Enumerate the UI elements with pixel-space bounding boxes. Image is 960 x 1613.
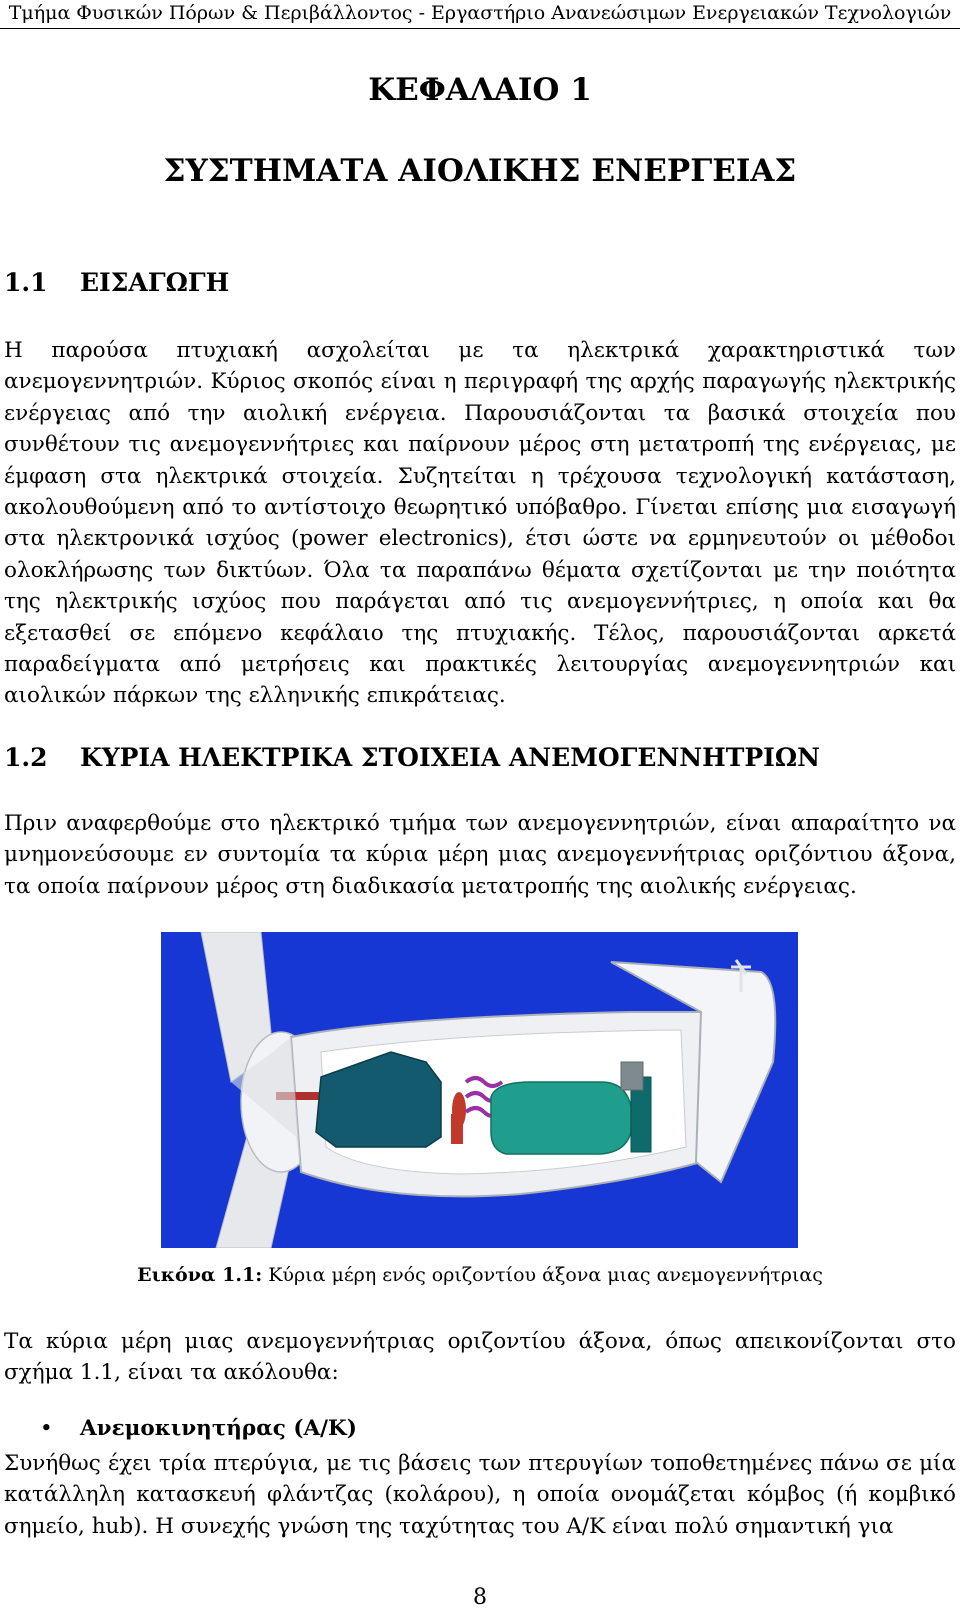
section-heading-1-1 — [4, 268, 229, 297]
section-heading-1-2 — [4, 743, 820, 772]
bullet-paragraph: Συνήθως έχει τρία πτερύγια, με τις βάσεις των πτερυγίων τοποθετημένες πάνω σε μία κατάλληλη κατασκευή φλάντζας (κολάρου), η οποία ονομάζεται κόμβος (ή κομβικό σημείο, hub). Η συνεχής γνώση της ταχύτητας του Α/Κ είναι πολύ σημαντική για — [4, 1451, 956, 1539]
page-number: 8 — [473, 1585, 487, 1610]
section-number: 1.2 — [4, 743, 48, 772]
section-number: 1.1 — [4, 268, 48, 297]
section-title: ΕΙΣΑΓΩΓΗ — [80, 268, 230, 297]
figure-caption — [0, 1264, 960, 1286]
section-title: ΚΥΡΙΑ ΗΛΕΚΤΡΙΚΑ ΣΤΟΙΧΕΙΑ ΑΝΕΜΟΓΕΝΝΗΤΡΙΩΝ — [80, 743, 820, 772]
section-paragraph: Πριν αναφερθούμε στο ηλεκτρικό τμήμα των ανεμογεννητριών, είναι απαραίτητο να μνημονεύσουμε εν συντομία τα κύρια μέρη μιας ανεμογεννήτριας οριζόντιου άξονα, τα οποία παίρνουν μέρος στη διαδικασία μετατροπής της αιολικής ενέργειας. — [4, 811, 956, 899]
chapter-title: ΣΥΣΤΗΜΑΤΑ ΑΙΟΛΙΚΗΣ ΕΝΕΡΓΕΙΑΣ — [163, 153, 797, 189]
intro-paragraph: Η παρούσα πτυχιακή ασχολείται με τα ηλεκτρικά χαρακτηριστικά των ανεμογεννητριών. Κύριος σκοπός είναι η περιγραφή της αρχής παραγωγής ηλεκτρικής ενέργειας από την αιολική ενέργεια. Παρουσιάζονται τα βασικά στοιχεία που συνθέτουν τις ανεμογεννήτριες και παίρνουν μέρος στη μετατροπή της ενέργειας, με έμφαση στα ηλεκτρικά στοιχεία. Συζητείται η τρέχουσα τεχνολογική κατάσταση, ακολουθούμενη από το αντίστοιχο θεωρητικό υπόβαθρο. Γίνεται επίσης μια εισαγωγή στα ηλεκτρονικά ισχύος (power electronics), έτσι ώστε να ερμηνευτούν οι μέθοδοι ολοκλήρωσης των δικτύων. Όλα τα παραπάνω θέματα σχετίζονται με την ποιότητα της ηλεκτρικής ισχύος που παράγεται από τις ανεμογεννήτριες, η οποία και θα εξετασθεί σε επόμενο κεφάλαιο της πτυχιακής. Τέλος, παρουσιάζονται αρκετά παραδείγματα από μετρήσεις και πρακτικές λειτουργίας ανεμογεννητριών και αιολικών πάρκων της ελληνικής επικράτειας. — [4, 338, 956, 709]
caption-label: Εικόνα 1.1: — [137, 1264, 263, 1286]
bullet-title: Ανεμοκινητήρας (Α/Κ) — [80, 1416, 357, 1441]
wind-turbine-nacelle-illustration — [161, 932, 798, 1248]
bullet-item — [40, 1416, 357, 1441]
bullet-dot: • — [40, 1416, 53, 1441]
chapter-number: ΚΕΦΑΛΑΙΟ 1 — [368, 72, 592, 108]
list-intro-paragraph: Τα κύρια μέρη μιας ανεμογεννήτριας οριζοντίου άξονα, όπως απεικονίζονται στο σχήμα 1.1, είναι τα ακόλουθα: — [4, 1329, 956, 1386]
caption-text: Κύρια μέρη ενός οριζοντίου άξονα μιας ανεμογεννήτριας — [262, 1264, 823, 1286]
wind-turbine-figure — [161, 932, 798, 1248]
running-header: Τμήμα Φυσικών Πόρων & Περιβάλλοντος - Εργαστήριο Ανανεώσιμων Ενεργειακών Τεχνολογιών — [0, 0, 960, 29]
